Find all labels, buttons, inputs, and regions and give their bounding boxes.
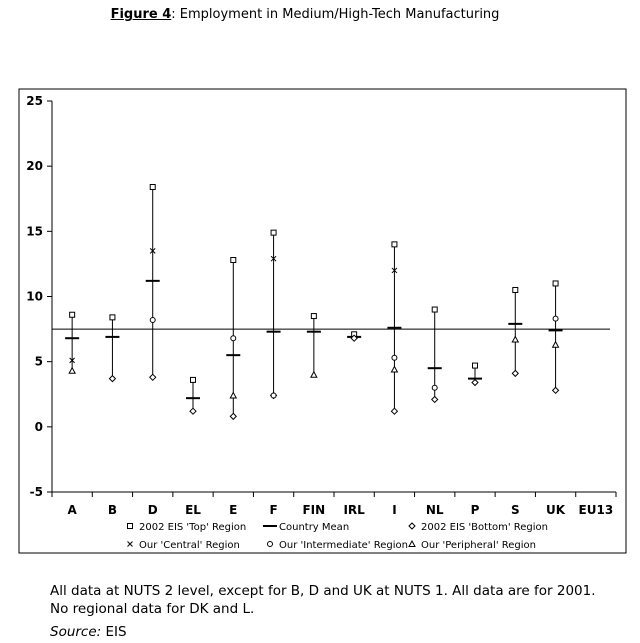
x-tick-label: P [470, 503, 480, 517]
x-tick-label: EL [185, 503, 201, 517]
square-point [271, 230, 276, 235]
square-point [110, 315, 115, 320]
legend-label: 2002 EIS 'Bottom' Region [421, 522, 549, 533]
figure-label: Figure 4 [110, 7, 172, 22]
figure-title-text: : Employment in Medium/High-Tech Manufacturing [171, 7, 500, 22]
chart-frame [19, 89, 626, 553]
x-tick-label: F [269, 503, 278, 517]
x-tick-label: B [107, 503, 118, 517]
source-label: Source: [50, 624, 102, 640]
y-tick-label: 0 [34, 419, 43, 434]
circle-point [231, 336, 236, 341]
x-tick-label: NL [425, 503, 444, 517]
legend-label: 2002 EIS 'Top' Region [139, 522, 247, 533]
circle-point [150, 317, 155, 322]
x-tick-label: S [510, 503, 520, 517]
circle-point [432, 385, 437, 390]
x-tick-label: UK [546, 503, 566, 517]
square-point [70, 312, 75, 317]
x-tick-label: E [229, 503, 238, 517]
y-tick-label: -5 [29, 485, 43, 499]
y-tick-label: 25 [26, 94, 43, 108]
circle-point [271, 393, 276, 398]
square-point [150, 185, 155, 190]
legend-label: Our 'Intermediate' Region [279, 540, 408, 551]
y-tick-label: 5 [34, 354, 43, 369]
square-point [311, 314, 316, 319]
x-tick-label: A [67, 503, 77, 517]
caption: All data at NUTS 2 level, except for B, D and UK at NUTS 1. All data are for 2001. No regional data for DK and L. [50, 583, 596, 617]
source-note [50, 624, 127, 640]
square-point [191, 377, 196, 382]
circle-point [553, 316, 558, 321]
y-tick-label: 20 [26, 159, 43, 174]
square-point [513, 287, 518, 292]
x-tick-label: D [147, 503, 158, 517]
square-point [392, 242, 397, 247]
square-point [553, 281, 558, 286]
y-tick-label: 15 [26, 224, 43, 239]
x-tick-label: IRL [343, 503, 365, 517]
circle-point [392, 355, 397, 360]
x-tick-label: I [392, 503, 397, 517]
legend-marker [128, 524, 133, 529]
square-point [432, 307, 437, 312]
x-tick-label: FIN [302, 503, 326, 517]
source-value: EIS [105, 624, 127, 640]
square-point [231, 258, 236, 263]
y-tick-label: 10 [26, 289, 43, 304]
legend-label: Country Mean [279, 522, 350, 533]
legend-marker [268, 542, 273, 547]
legend-label: Our 'Central' Region [139, 540, 240, 551]
x-tick-label: EU13 [578, 503, 614, 517]
legend-label: Our 'Peripheral' Region [421, 540, 536, 551]
square-point [473, 363, 478, 368]
